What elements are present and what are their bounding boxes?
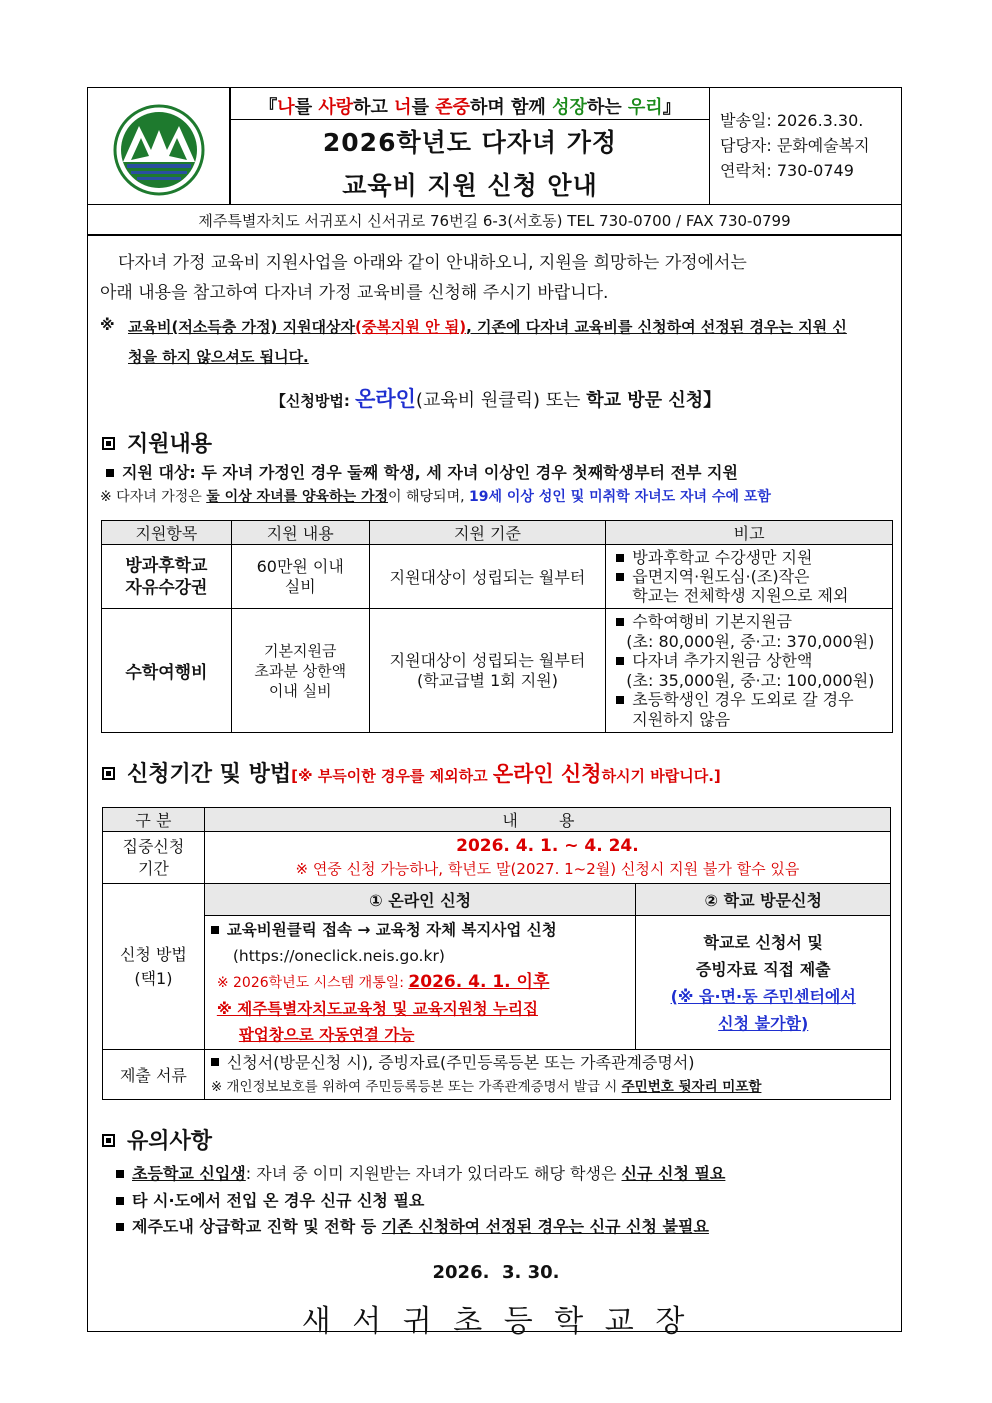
- bullet-icon: [616, 696, 624, 704]
- support-table: [101, 520, 893, 733]
- bullet-icon: [116, 1170, 124, 1178]
- school-logo-icon: [113, 104, 205, 196]
- page-title: 2026학년도 다자녀 가정: [322, 128, 618, 157]
- table-row: [103, 832, 891, 884]
- bullet-icon: [211, 1058, 219, 1066]
- intro-note-cont: 청을 하지 않으셔도 됩니다.: [128, 348, 309, 366]
- send-date: 발송일: 2026.3.30.: [720, 111, 864, 130]
- col-header-item: 지원항목: [102, 521, 232, 545]
- page-subtitle: 교육비 지원 신청 안내: [342, 171, 598, 200]
- support-target: 지원 대상: 두 자녀 가정인 경우 둘째 학생, 세 자녀 이상인 경우 첫째학생부터 전부 지원: [106, 460, 738, 483]
- table-row: [103, 1050, 891, 1100]
- period-table: [102, 807, 891, 1100]
- table-row: [103, 884, 891, 916]
- bullet-icon: [106, 469, 114, 477]
- intro-line1: 다자녀 가정 교육비 지원사업을 아래와 같이 안내하오니, 지원을 희망하는 가정에서는: [118, 253, 747, 273]
- section-square-icon: [102, 1134, 115, 1147]
- visit-apply-header: ② 학교 방문신청: [636, 884, 891, 916]
- section-square-icon: [102, 437, 115, 450]
- bullet-icon: [211, 926, 219, 934]
- notice-item-1: 초등학교 신입생: 자녀 중 이미 지원받는 자녀가 있더라도 해당 학생은 신규 신청 필요: [110, 1161, 725, 1184]
- bullet-icon: [616, 573, 624, 581]
- issue-date: 2026. 3. 30.: [432, 1262, 560, 1283]
- support-target-note: ※ 다자녀 가정은 둘 이상 자녀를 양육하는 가정이 해당되며, 19세 이상 성인 및 미취학 자녀도 자녀 수에 포함: [100, 489, 771, 505]
- row2-basis: 지원대상이 성립되는 월부터 (학교급별 1회 지원): [369, 609, 606, 733]
- row1-basis: 지원대상이 성립되는 월부터: [369, 545, 606, 609]
- section-square-icon: [102, 767, 115, 780]
- note-mark: ※: [100, 316, 115, 334]
- col-header-basis: 지원 기준: [369, 521, 606, 545]
- table-row: [102, 545, 893, 609]
- header-divider-slogan: [229, 119, 709, 120]
- row2-content: 기본지원금 초과분 상한액 이내 실비: [231, 609, 369, 733]
- visit-apply-detail: 학교로 신청서 및 증빙자료 직접 제출 (※ 읍·면·동 주민센터에서 신청 불가함): [636, 916, 891, 1050]
- notice-item-3: 제주도내 상급학교 진학 및 전학 등 기존 신청하여 선정된 경우는 신규 신청 불필요: [110, 1214, 709, 1237]
- bullet-icon: [616, 657, 624, 665]
- intro-note: 교육비(저소득층 가정) 지원대상자(중복지원 안 됨), 기존에 다자녀 교육비를 신청하여 선정된 경우는 지원 신: [128, 318, 847, 336]
- bullet-icon: [116, 1197, 124, 1205]
- online-apply-header: ① 온라인 신청: [204, 884, 636, 916]
- period-value: 2026. 4. 1. ~ 4. 24. ※ 연중 신청 가능하나, 학년도 말(2027. 1~2월) 신청시 지원 불가 할수 있음: [204, 832, 890, 884]
- section-notice-title: 유의사항: [102, 1124, 212, 1155]
- row1-note: 방과후학교 수강생만 지원 읍면지역·원도심·(조)작은 학교는 전체학생 지원으로 제외: [606, 545, 893, 609]
- col-header-division: 구 분: [103, 808, 205, 832]
- online-apply-detail: 교육비원클릭 접속 → 교육청 자체 복지사업 신청 (https://oneclick.neis.go.kr) ※ 2026학년도 시스템 개통일: 2026. 4. 1. 이후 ※ 제주특별자치도교육청 및 교육지원청 누리집 팝업창으로 자동연결 가능: [204, 916, 636, 1050]
- period-label: 집중신청 기간: [103, 832, 205, 884]
- oneclick-link[interactable]: (https://oneclick.neis.go.kr): [232, 947, 445, 965]
- address-divider: [87, 234, 902, 236]
- table-row: [103, 916, 891, 1050]
- col-header-note: 비고: [606, 521, 893, 545]
- row2-note: 수학여행비 기본지원금 (초: 80,000원, 중·고: 370,000원) 다자녀 추가지원금 상한액 (초: 35,000원, 중·고: 100,000원) 초등학생인 경우 도외로 갈 경우 지원하지 않음: [606, 609, 893, 733]
- bullet-icon: [616, 618, 624, 626]
- section-support-title: 지원내용: [102, 427, 212, 458]
- row2-item: 수학여행비: [102, 609, 232, 733]
- row1-item: 방과후학교 자유수강권: [102, 545, 232, 609]
- section-period-title: 신청기간 및 방법[※ 부득이한 경우를 제외하고 온라인 신청하시기 바랍니다.]: [102, 757, 721, 788]
- col-header-content: 내 용: [204, 808, 890, 832]
- table-row: [102, 609, 893, 733]
- notice-item-2: 타 시·도에서 전입 온 경우 신규 신청 필요: [110, 1188, 424, 1211]
- contact: 연락처: 730-0749: [720, 161, 854, 180]
- header-divider-bottom: [87, 204, 902, 205]
- docs-detail: 신청서(방문신청 시), 증빙자료(주민등록등본 또는 가족관계증명서) ※ 개인정보보호를 위하여 주민등록등본 또는 가족관계증명서 발급 시 주민번호 뒷자리 미포함: [204, 1050, 890, 1100]
- signer: 새 서 귀 초 등 학 교 장: [301, 1304, 691, 1339]
- bullet-icon: [116, 1223, 124, 1231]
- slogan: 『나를 사랑하고 너를 존중하며 함께 성장하는 우리』: [259, 97, 681, 118]
- col-header-content: 지원 내용: [231, 521, 369, 545]
- manager: 담당자: 문화예술복지: [720, 136, 870, 155]
- method-label: 신청 방법 (택1): [103, 884, 205, 1050]
- docs-label: 제출 서류: [103, 1050, 205, 1100]
- school-address: 제주특별자치도 서귀포시 신서귀로 76번길 6-3(서호동) TEL 730-0700 / FAX 730-0799: [198, 212, 791, 230]
- bullet-icon: [616, 554, 624, 562]
- intro-line2: 아래 내용을 참고하여 다자녀 가정 교육비를 신청해 주시기 바랍니다.: [100, 283, 609, 303]
- apply-method-banner: 【신청방법: 온라인(교육비 원클릭) 또는 학교 방문 신청】: [270, 387, 722, 411]
- row1-content: 60만원 이내 실비: [231, 545, 369, 609]
